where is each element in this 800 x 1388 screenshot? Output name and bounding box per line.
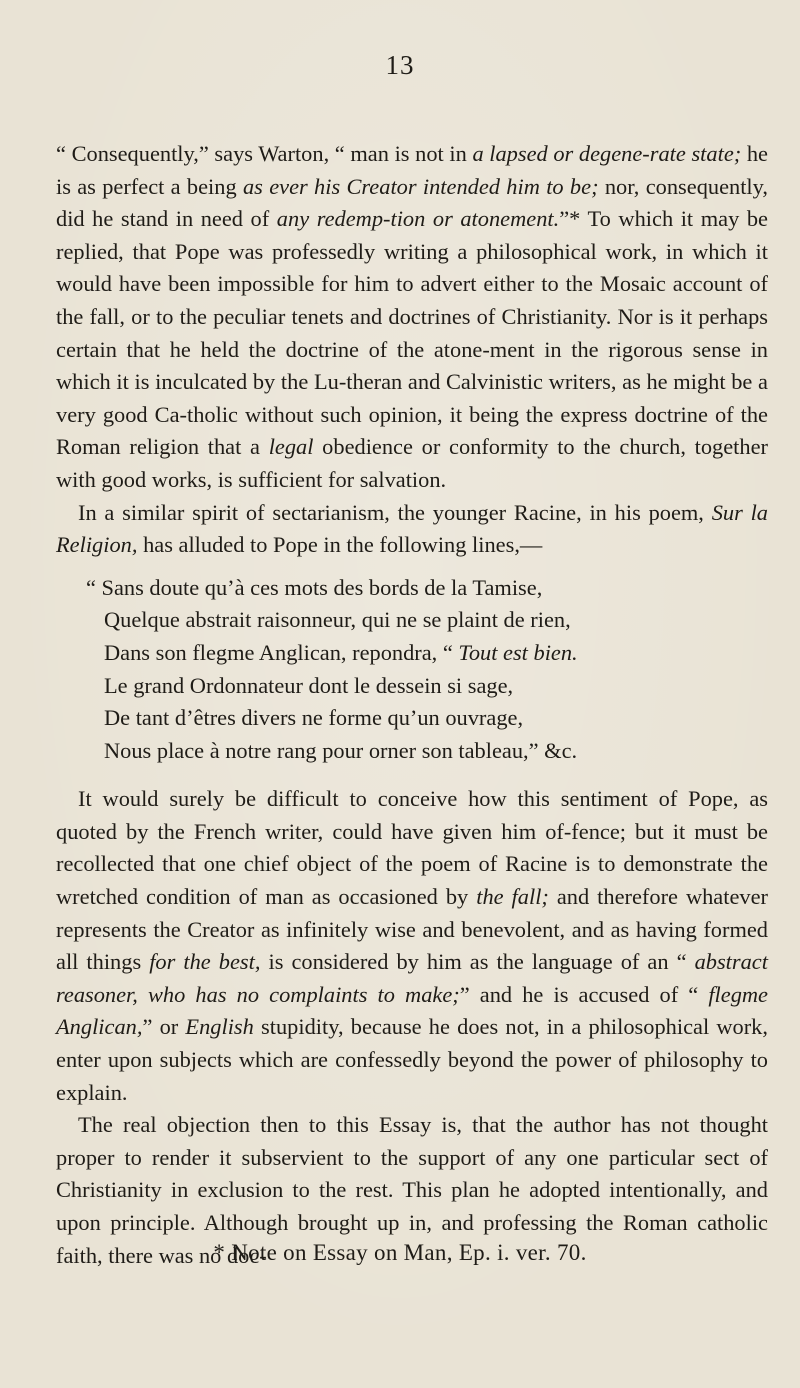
text-run: In a similar spirit of sectarianism, the younger Racine, in his poem, (78, 499, 712, 525)
text-run: Dans son flegme Anglican, repondra, “ (104, 639, 459, 665)
text-run: Nous place à notre rang pour orner son tableau,” &c. (104, 737, 578, 763)
italic-text: abstract reasoner, who has no complaints to make; (56, 949, 768, 1007)
text-run: Quelque abstrait raisonneur, qui ne se plaint de rien, (104, 607, 571, 633)
italic-text: English (185, 1014, 254, 1040)
text-run: The real objection then to this Essay is, that the author has not thought proper to render it subservient to the support of any one particular sect of Christianity in exclusion to the rest. This plan he adopted intentionally, and upon principle. Although brought up in, and professing the Roman catholic faith, there was no doc- (56, 1112, 768, 1268)
verse-quotation (86, 572, 768, 768)
verse-line (104, 670, 768, 703)
text-run: ” and he is accused of “ (459, 981, 709, 1007)
text-run: ”* To which it may be replied, that Pope was professedly writing a philosophical work, in which it would have been impossible for him to advert either to the Mosaic account of the fall, or to the peculiar tenets and doctrines of Christianity. Nor is it perhaps certain that he held the doctrine of the atone-ment in the rigorous sense in which it is inculcated by the Lu-theran and Calvinistic writers, as he might be a very good Ca-tholic without such opinion, it being the express doctrine of the Roman religion that a (56, 206, 768, 460)
verse-line (104, 637, 768, 670)
italic-text: any redemp-tion or atonement. (276, 206, 560, 232)
paragraph-2 (56, 497, 768, 562)
text-run: ” or (142, 1014, 186, 1040)
italic-text: as ever his Creator intended him to be; (242, 173, 599, 199)
text-run: “ Sans doute qu’à ces mots des bords de la Tamise, (86, 574, 543, 600)
italic-text: the fall; (476, 884, 549, 910)
paragraph-3 (56, 783, 768, 1109)
verse-line (86, 572, 768, 605)
page-number: 13 (385, 50, 415, 80)
italic-text: for the best, (149, 949, 261, 975)
text-run: stupidity, because he does not, in a philosophical work, enter upon subjects which are confessedly beyond the power of philosophy to explain. (56, 1014, 768, 1105)
text-run: It would surely be difficult to conceive how this sentiment of Pope, as quoted by the French writer, could have given him of-fence; but it must be recollected that one chief object of the poem of Racine is to demonstrate the wretched condition of man as occasioned by (56, 786, 768, 910)
text-run: has alluded to Pope in the following lines,— (137, 532, 543, 558)
verse-line (104, 735, 768, 768)
verse-line (104, 604, 768, 637)
italic-text: Tout est bien. (458, 639, 578, 665)
text-run: he is as perfect a being (56, 141, 768, 199)
paragraph-1 (56, 138, 768, 497)
text-run: Le grand Ordonnateur dont le dessein si sage, (104, 672, 514, 698)
text-run: “ Consequently,” says Warton, “ man is not in (56, 141, 473, 166)
text-run: nor, consequently, did he stand in need of (56, 173, 768, 232)
body-text (56, 138, 768, 1272)
italic-text: Sur la Religion, (56, 499, 769, 558)
verse-line (104, 702, 768, 735)
text-run: and therefore whatever represents the Creator as infinitely wise and benevolent, and as having formed all things (56, 884, 768, 975)
italic-text: legal (268, 434, 314, 460)
text-run: is considered by him as the language of an “ (260, 949, 695, 975)
footnote: * Note on Essay on Man, Ep. i. ver. 70. (213, 1240, 587, 1265)
text-run: obedience or conformity to the church, together with good works, is sufficient for salvation. (56, 434, 768, 492)
text-run: De tant d’êtres divers ne forme qu’un ouvrage, (104, 705, 524, 731)
italic-text: flegme Anglican, (56, 981, 768, 1040)
italic-text: a lapsed or degene-rate state; (472, 141, 742, 166)
